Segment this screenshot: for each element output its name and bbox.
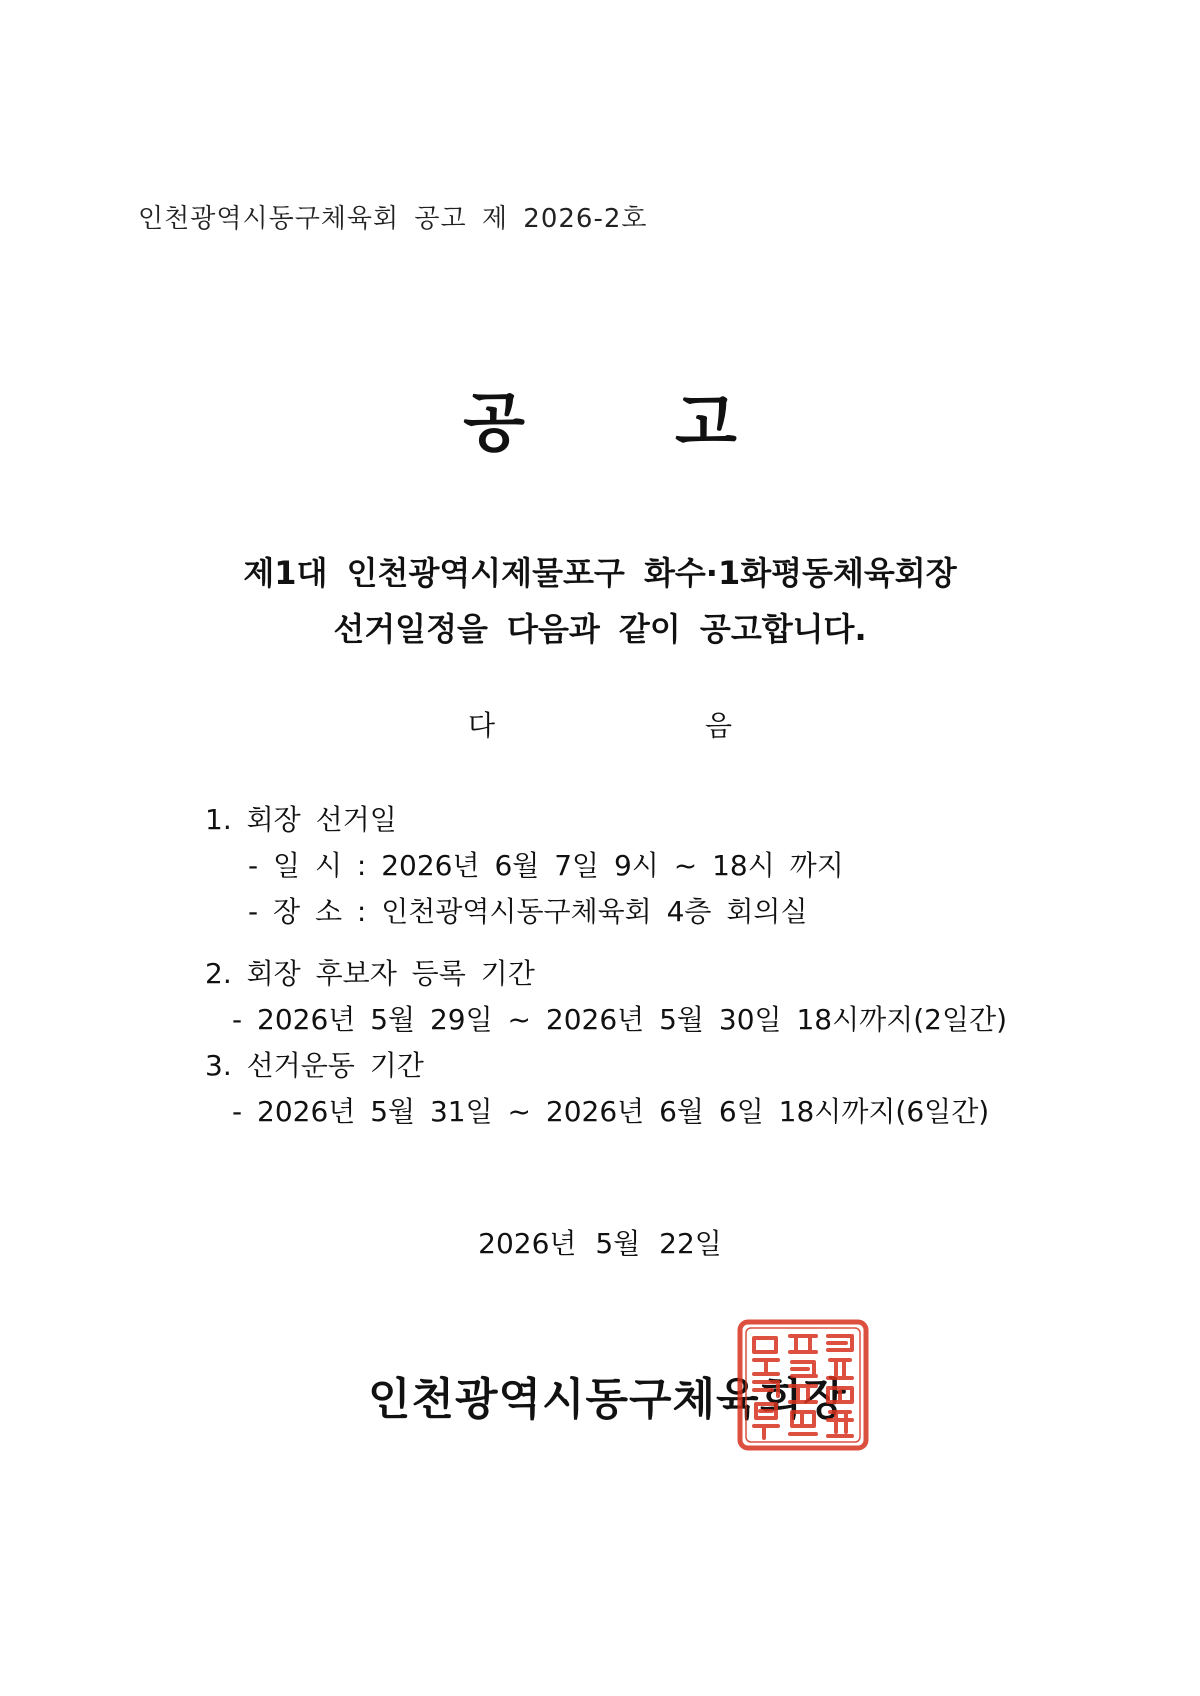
item-3-detail: - 2026년 5월 31일 ~ 2026년 6월 6일 18시까지(6일간) [232, 1095, 990, 1128]
title-char-2: 고 [675, 386, 737, 461]
section-heading-char-2: 음 [705, 709, 733, 742]
lead-line-2: 선거일정을 다음과 같이 공고합니다. [333, 610, 867, 648]
organization-name: 인천광역시동구체육회장 [368, 1374, 847, 1425]
notice-number: 인천광역시동구체육회 공고 제 2026-2호 [138, 204, 648, 234]
item-1-time: - 일 시 : 2026년 6월 7일 9시 ~ 18시 까지 [248, 849, 844, 882]
item-1-place: - 장 소 : 인천광역시동구체육회 4층 회의실 [248, 895, 808, 928]
item-2-heading: 2. 회장 후보자 등록 기간 [205, 957, 535, 990]
section-heading-char-1: 다 [467, 709, 495, 742]
notice-date: 2026년 5월 22일 [478, 1227, 722, 1260]
title-char-1: 공 [463, 386, 525, 461]
section-heading [0, 704, 1200, 744]
item-2-detail: - 2026년 5월 29일 ~ 2026년 5월 30일 18시까지(2일간) [232, 1003, 1007, 1036]
lead-line-1: 제1대 인천광역시제물포구 화수·1화평동체육회장 [243, 554, 957, 592]
item-1-heading: 1. 회장 선거일 [205, 803, 397, 836]
document-title [0, 372, 1200, 464]
official-seal-stamp [736, 1318, 870, 1452]
item-3-heading: 3. 선거운동 기간 [205, 1049, 424, 1082]
